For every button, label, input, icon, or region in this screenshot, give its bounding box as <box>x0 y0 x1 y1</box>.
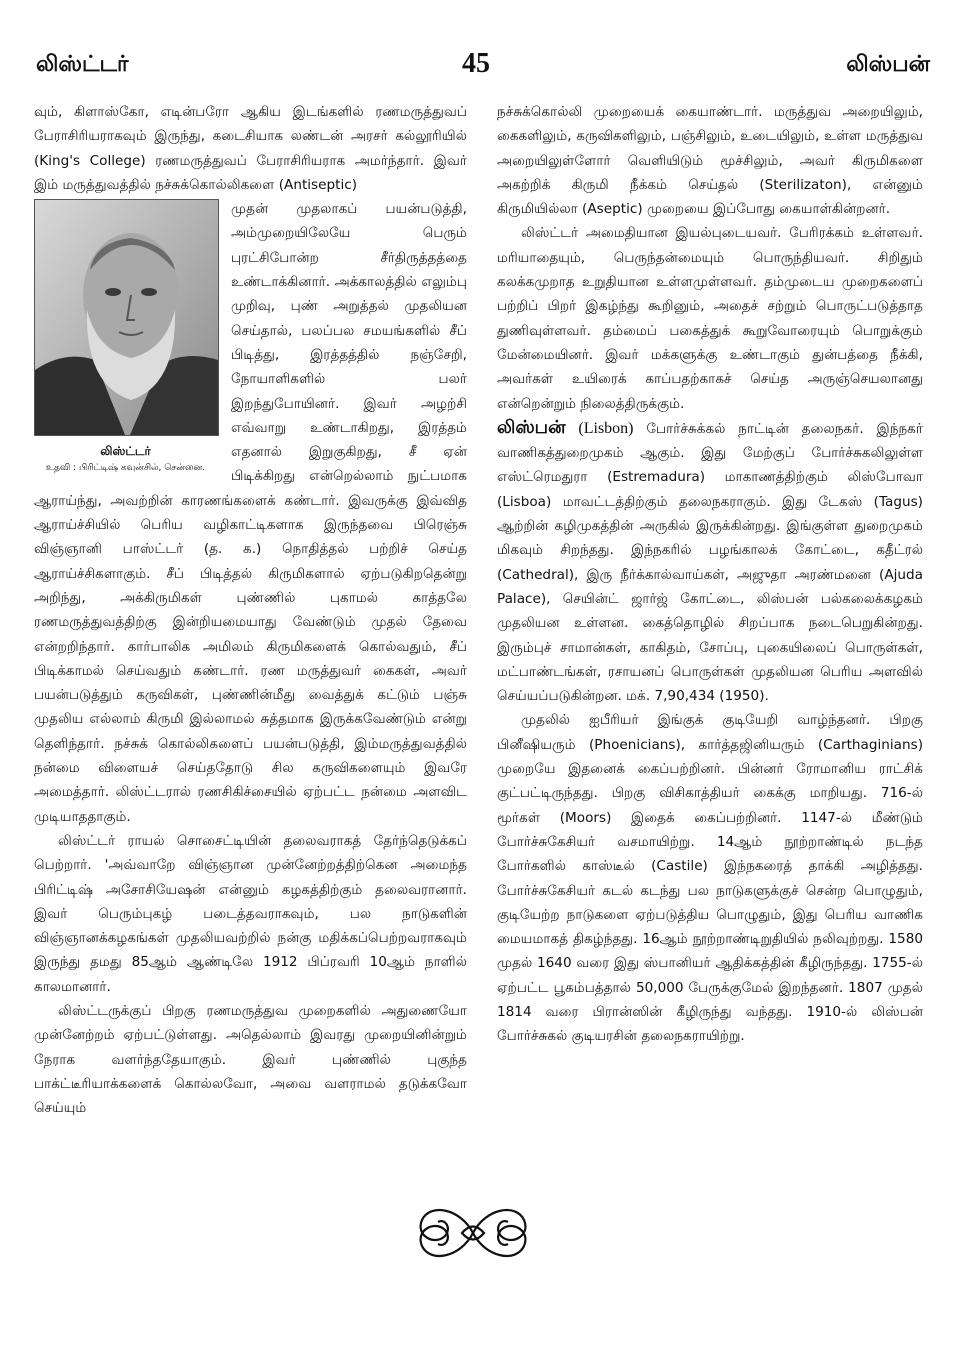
lisbon-entry-title: லிஸ்பன் <box>497 416 566 438</box>
lisbon-entry-paragraph-2: முதலில் ஐபீரியர் இங்குக் குடியேறி வாழ்ந்தனர். பிறகு பினீஷியரும் (Phoenicians), கார்த்தஜினியரும் (Carthaginians) முறையே இதனைக் கைப்பற்றினர். பின்னர் ரோமானிய ராட்சிக் குட்பட்டிருந்தது. பிறகு விசிகாத்தியர் கைக்கு மாறியது. 716-ல் மூர்கள் (Moors) இதைக் கைப்பற்றினர். 1147-ல் மீண்டும் போர்ச்சுகேசியர் வசமாயிற்று. 14ஆம் நூற்றாண்டில் நடந்த போர்களில் காஸ்டீல் (Castile) இந்நகரைத் தாக்கி அழித்தது. போர்ச்சுகேசியர் கடல் கடந்து பல நாடுகளுக்குச் சென்ற பொழுதும், குடியேற்ற நாடுகளை ஏற்படுத்திய பொழுதும், இது பெரிய வாணிக மையமாகத் திகழ்ந்தது. 16ஆம் நூற்றாண்டிறுதியில் நலிவுற்றது. 1580 முதல் 1640 வரை இது ஸ்பானியர் ஆதிக்கத்தின் கீழிருந்தது. 1755-ல் ஏற்பட்ட பூகம்பத்தால் 50,000 பேருக்குமேல் இறந்தனர். 1807 முதல் 1814 வரை பிரான்ஸின் கீழிருந்து வந்தது. 1910-ல் லிஸ்பன் போர்ச்சுகல் குடியரசின் தலைநகராயிற்று. <box>497 712 923 1045</box>
portrait-caption-credit: உதவி : பிரிட்டிஷ் கவுன்சில், சென்னை. <box>45 463 206 474</box>
page-number: 45 <box>462 48 490 79</box>
portrait-image-icon <box>35 200 218 435</box>
lister-paragraph-1-continued: முதன் முதலாகப் பயன்படுத்தி, அம்முறையிலேயே பெரும் புரட்சிபோன்ற சீர்திருத்தத்தை உண்டாக்கினார். அக்காலத்தில் எலும்பு முறிவு, புண் அறுத்தல் முதலியன செய்தால், பலப்பல சமயங்களில் சீப் பிடித்து, இரத்தத்தில் நஞ்சேறி, நோயாளிகளில் பலர் இறந்துபோயினர். இவர் அழற்சி எவ்வாறு உண்டாகிறது, இரத்தம் எதனால் இறுகுகிறது, சீ ஏன் பிடிக்கிறது என்றெல்லாம் நுட்பமாக ஆராய்ந்து, அவற்றின் காரணங்களைக் கண்டார். இவருக்கு இவ்வித ஆராய்ச்சியில் பெரிய வழிகாட்டிகளாக இருந்தவை பிரெஞ்சு விஞ்ஞானி பாஸ்ட்டர் (த. க.) நொதித்தல் பற்றிச் செய்த ஆராய்ச்சிகளாகும். சீப் பிடித்தல் கிருமிகளால் ஏற்படுகிறதென்று அறிந்து, அக்கிருமிகள் புண்ணில் புகாமல் காத்தலே ரணமருத்துவத்திற்கு இன்றியமையாது வேண்டும் முதல் தேவை என்றறிந்தார். கார்பாலிக அமிலம் கிருமிகளைக் கொல்வதும், சீப் பிடிக்காமல் செய்வதும் கண்டார். ரண மருத்துவர் கைகள், அவர் பயன்படுத்தும் கருவிகள், புண்ணின்மீது வைத்துக் கட்டும் பஞ்சு முதலிய எல்லாம் கிருமி இல்லாமல் சுத்தமாக இருக்கவேண்டும் என்று தெளிந்தார். நச்சுக் கொல்லிகளைப் பயன்படுத்தி, இம்மருத்துவத்தில் நன்மை விளையச் செய்ததோடு சில கருவிகளையும் இவரே அமைத்தார். லிஸ்ட்டரால் ரணசிகிச்சையில் ஏற்பட்ட நன்மை அளவிட முடியாததாகும். <box>34 201 467 825</box>
lisbon-entry-text: போர்ச்சுக்கல் நாட்டின் தலைநகர். இந்நகர் வாணிகத்துறைமுகம் ஆகும். இது மேற்குப் போர்ச்சுகலிலுள்ள எஸ்ட்ரெமதுரா (Estremadura) மாகாணத்திற்கும் லிஸ்போவா (Lisboa) மாவட்டத்திற்கும் தலைநகராகும். இது டேகஸ் (Tagus) ஆற்றின் கழிமுகத்தின் அருகில் இருக்கின்றது. இங்குள்ள துறைமுகம் மிகவும் சிறந்தது. இந்நகரில் பழங்காலக் கோட்டை, கதீட்ரல் (Cathedral), இரு நீர்க்கால்வாய்கள், அஜுதா அரண்மனை (Ajuda Palace), செயின்ட் ஜார்ஜ் கோட்டை, லிஸ்பன் பல்கலைக்கழகம் முதலியன உள்ளன. கைத்தொழில் சிறப்பாக நடைபெறுகின்றது. இரும்புச் சாமான்கள், காகிதம், சோப்பு, புகையிலைப் பொருள்கள், மட்பாண்டங்கள், ரசாயனப் பொருள்கள் முதலியன பெரிய அளவில் செய்யப்படுகின்றன. மக். 7,90,434 (1950). <box>497 420 923 705</box>
lister-paragraph-1-start: வும், கிளாஸ்கோ, எடின்பரோ ஆகிய இடங்களில் ரணமருத்துவப் பேராசிரியராகவும் இருந்து, கடைசியாக லண்டன் அரசர் கல்லூரியில் (King's College) ரணமருத்துவப் பேராசிரியராக அமர்ந்தார். இவர் இம் மருத்துவத்தில் நச்சுக்கொல்லிகளை (Antiseptic) <box>34 104 467 193</box>
lister-paragraph-4: நச்சுக்கொல்லி முறையைக் கையாண்டார். மருத்துவ அறையிலும், கைகளிலும், கருவிகளிலும், பஞ்சிலும், உடையிலும், உள்ள மருத்துவ அறையிலுள்ளோர் வெளியிடும் மூச்சிலும், அவர் கிருமிகளை அகற்றிக் கிருமி நீக்கம் செய்தல் (Sterilizaton), என்னும் கிருமியில்லா (Aseptic) முறையை இப்போது கையாள்கின்றனர். <box>497 104 923 218</box>
portrait-caption-name: லிஸ்ட்டர் <box>100 444 151 459</box>
lister-paragraph-2: லிஸ்ட்டர் ராயல் சொசைட்டியின் தலைவராகத் தேர்ந்தெடுக்கப் பெற்றார். 'அவ்வாறே விஞ்ஞான முன்னேற்றத்திற்கென அமைந்த பிரிட்டிஷ் அசோசியேஷன் என்னும் கழகத்திற்கும் தலைவரானார். இவர் பெரும்புகழ் படைத்தவராகவும், பல நாடுகளின் விஞ்ஞானக்கழகங்கள் முதலியவற்றில் நன்கு மதிக்கப்பெற்றவராகவும் இருந்து தமது 85ஆம் ஆண்டிலே 1912 பிப்ரவரி 10ஆம் நாளில் காலமானார். <box>34 832 467 995</box>
lister-paragraph-3: லிஸ்ட்டருக்குப் பிறகு ரணமருத்துவ முறைகளில் அதுணையோ முன்னேற்றம் ஏற்பட்டுள்ளது. அதெல்லாம் இவரது முறையினின்றும் நேராக வளர்ந்ததேயாகும். இவர் புண்ணில் புகுந்த பாக்ட்டீரியாக்களைக் கொல்லவோ, அவை வளராமல் தடுக்கவோ செய்யும் <box>34 1002 467 1117</box>
running-header-left: லிஸ்ட்டர் <box>36 52 129 77</box>
lister-portrait <box>34 199 217 475</box>
lisbon-entry-latin: (Lisbon) <box>578 419 634 437</box>
left-column <box>34 100 467 1120</box>
portrait-photo <box>34 199 219 436</box>
lisbon-entry-paragraph-1 <box>497 416 923 709</box>
lister-paragraph-5: லிஸ்ட்டர் அமைதியான இயல்புடையவர். பேரிரக்கம் உள்ளவர். மரியாதையும், பெருந்தன்மையும் பொருந்தியவர். சிறிதும் கலக்கமுறாத உறுதியான உள்ளமுள்ளவர். தம்முடைய முறைகளைப் பற்றிப் பிறர் இகழ்ந்து கூறினும், அதைச் சற்றும் பொருட்படுத்தாத துணிவுள்ளவர். தம்மைப் பகைத்துக் கூறுவோரையும் பொறுக்கும் மேன்மையினர். இவர் மக்களுக்கு உண்டாகும் துன்பத்தை நீக்கி, அவர்கள் உயிரைக் காப்பதற்காகச் செய்த அருஞ்செயலானது என்றென்றும் நிலைத்திருக்கும். <box>497 225 923 412</box>
right-column <box>497 100 923 1049</box>
running-header-right: லிஸ்பன் <box>846 52 930 77</box>
floral-ornament-icon <box>410 1198 536 1268</box>
